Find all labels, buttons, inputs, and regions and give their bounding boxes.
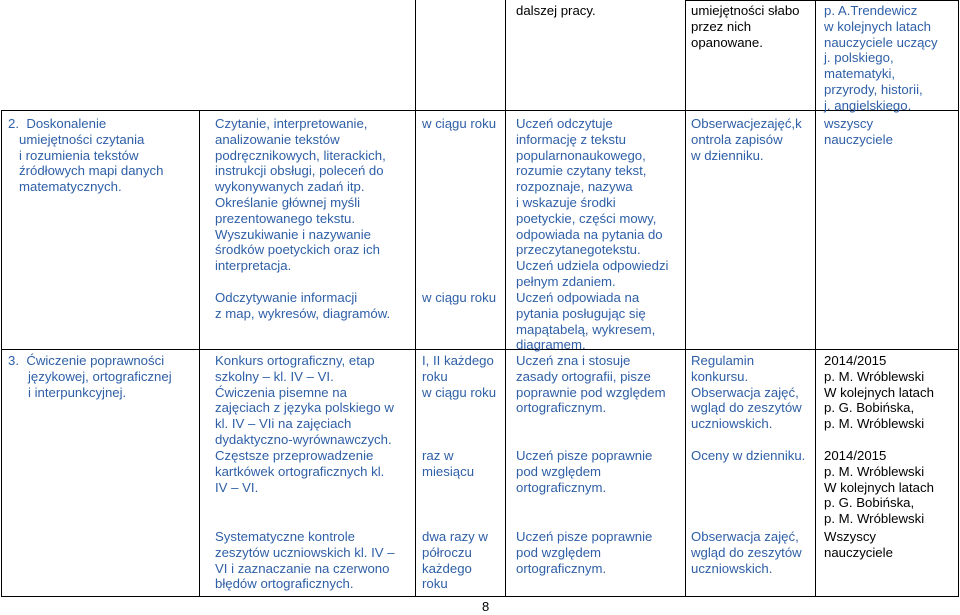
table-top-border-right (685, 0, 958, 1)
col-line-1 (199, 110, 200, 597)
col-line-5 (815, 0, 816, 597)
monitoring-3b-cell: Oceny w dzienniku. (691, 448, 806, 463)
responsible-3a-cell: 2014/2015 p. M. Wróblewski W kolejnych latach p. G. Bobińska, p. M. Wróblewski (824, 353, 934, 432)
task-tail-cell: dalszej pracy. (516, 3, 596, 18)
col-line-2 (415, 0, 416, 597)
criteria-3a-cell: Uczeń zna i stosuje zasady ortografii, pisze poprawnie pod względem ortograficznym. (516, 353, 666, 416)
col-line-3 (505, 0, 506, 597)
time-2a-cell: w ciągu roku (422, 116, 497, 131)
monitoring-tail-cell: umiejętności słabo przez nich opanowane. (691, 3, 800, 50)
criteria-3b-cell: Uczeń pisze poprawnie pod względem ortograficznym. (516, 448, 653, 495)
responsible-3b-cell: 2014/2015 p. M. Wróblewski W kolejnych latach p. G. Bobińska, p. M. Wróblewski (824, 448, 934, 527)
monitoring-2-cell: Obserwacjezajęć,k ontrola zapisów w dzienniku. (691, 116, 802, 163)
criteria-2b-cell: Uczeń odpowiada na pytania posługując się mapątabelą, wykresem, diagramem. (516, 290, 656, 353)
actions-2a-cell: Czytanie, interpretowanie, analizowanie tekstów podręcznikowych, literackich, instrukcji obsługi, poleceń do wykonywanych zadań itp. Określanie głównej myśli prezentowanego tekstu. Wyszukiwanie i nazywanie środków poetyckich oraz ich interpretacja. (215, 116, 386, 274)
time-2b-cell: w ciągu roku (422, 290, 497, 305)
monitoring-3a-cell: Regulamin konkursu. Obserwacja zajęć, wgląd do zeszytów uczniowskich. (691, 353, 802, 432)
col-line-4 (685, 0, 686, 597)
time-3a-cell: I, II każdego roku w ciągu roku (422, 353, 497, 400)
criteria-2a-cell: Uczeń odczytuje informację z tekstu popularnonaukowego, rozumie czytany tekst, rozpoznaje, nazywa i wskazuje środki poetyckie, części mowy, odpowiada na pytania do przeczytanegotekstu. Uczeń udziela odpowiedzi pełnym zdaniem. (516, 116, 669, 289)
responsible-3c-cell: Wszyscy nauczyciele (824, 529, 893, 560)
time-3b-cell: raz w miesiącu (422, 448, 475, 479)
criteria-3c-cell: Uczeń pisze poprawnie pod względem ortograficznym. (516, 529, 653, 576)
objective-2-cell: 2. Doskonalenie umiejętności czytania i rozumienia tekstów źródłowych mapi danych matematycznych. (8, 116, 164, 195)
actions-2b-cell: Odczytywanie informacji z map, wykresów, diagramów. (215, 290, 391, 321)
actions-3b-cell: Częstsze przeprowadzenie kartkówek ortograficznych kl. IV – VI. (215, 448, 385, 495)
responsible-tail-cell: p. A.Trendewicz w kolejnych latach nauczyciele uczący j. polskiego, matematyki, przyrody, historii, j. angielskiego. (824, 3, 938, 113)
col-line-0 (1, 110, 2, 597)
monitoring-3c-cell: Obserwacja zajęć, wgląd do zeszytów uczniowskich. (691, 529, 802, 576)
actions-3c-cell: Systematyczne kontrole zeszytów uczniowskich kl. IV – VI i zaznaczanie na czerwono błędów ortograficznych. (215, 529, 395, 592)
page-number: 8 (482, 599, 490, 614)
col-line-6 (958, 0, 959, 597)
responsible-2-cell: wszyscy nauczyciele (824, 116, 893, 147)
objective-3-cell: 3. Ćwiczenie poprawności językowej, ortograficznej i interpunkcyjnej. (8, 353, 172, 400)
time-3c-cell: dwa razy w półroczu każdego roku (422, 529, 488, 592)
actions-3a-cell: Konkurs ortograficzny, etap szkolny – kl. IV – VI. Ćwiczenia pisemne na zajęciach z języka polskiego w kl. IV – VIi na zajęciach dydaktyczno-wyrównawczych. (215, 353, 394, 447)
